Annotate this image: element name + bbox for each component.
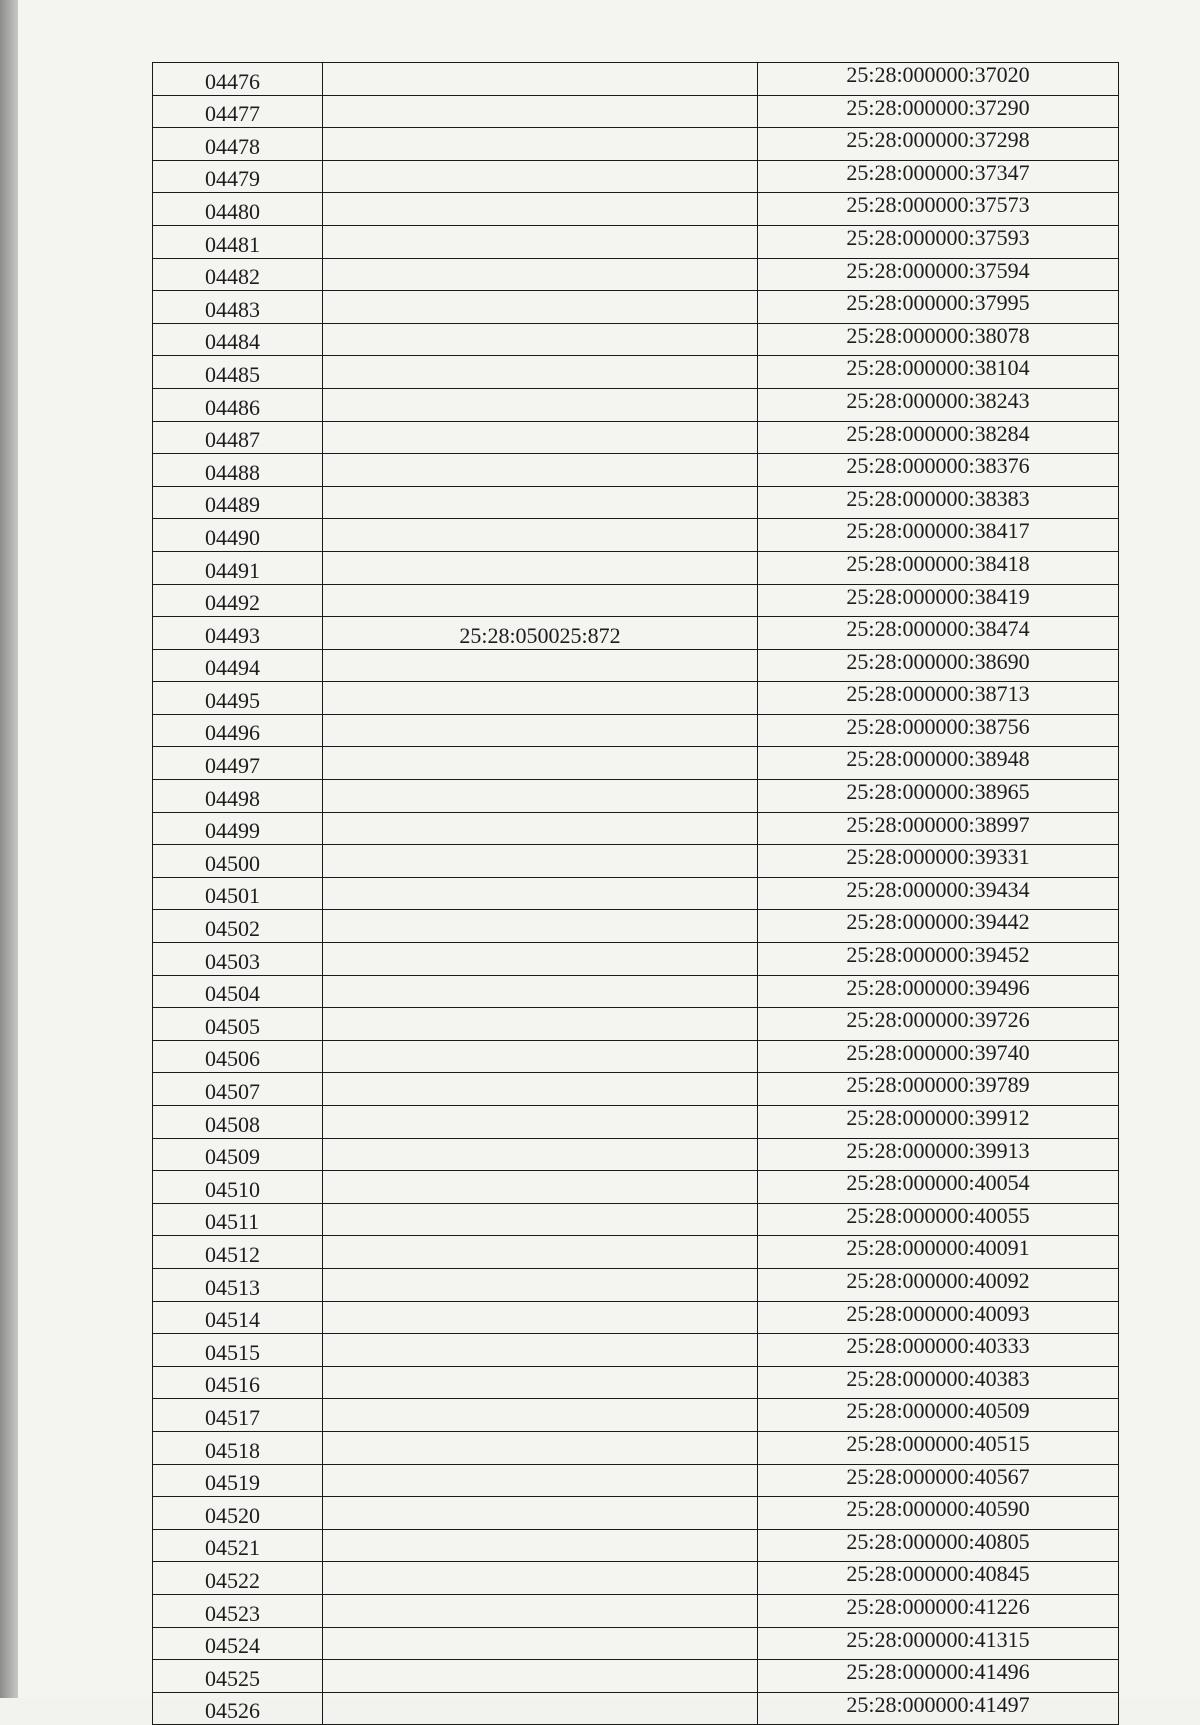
parent-cadastral-cell xyxy=(323,845,758,878)
table-row xyxy=(153,975,1119,1008)
cadastral-number-cell: 25:28:000000:38284 xyxy=(758,421,1119,454)
cadastral-number-cell: 25:28:000000:37290 xyxy=(758,95,1119,128)
parent-cadastral-cell xyxy=(323,1529,758,1562)
row-number-cell: 04477 xyxy=(153,95,323,128)
parent-cadastral-cell xyxy=(323,584,758,617)
row-number-cell: 04476 xyxy=(153,63,323,96)
row-number-cell: 04480 xyxy=(153,193,323,226)
cadastral-number-cell: 25:28:000000:40093 xyxy=(758,1301,1119,1334)
table-row xyxy=(153,1660,1119,1693)
parent-cadastral-cell xyxy=(323,323,758,356)
parent-cadastral-cell xyxy=(323,1334,758,1367)
row-number-cell: 04491 xyxy=(153,551,323,584)
table-row xyxy=(153,1171,1119,1204)
parent-cadastral-cell xyxy=(323,1627,758,1660)
table-row xyxy=(153,225,1119,258)
table-row xyxy=(153,780,1119,813)
scan-left-edge xyxy=(0,0,18,1698)
table-row xyxy=(153,291,1119,324)
cadastral-number-cell: 25:28:000000:40092 xyxy=(758,1268,1119,1301)
cadastral-number-cell: 25:28:000000:38104 xyxy=(758,356,1119,389)
parent-cadastral-cell xyxy=(323,747,758,780)
cadastral-number-cell: 25:28:000000:38756 xyxy=(758,714,1119,747)
row-number-cell: 04496 xyxy=(153,714,323,747)
table-row xyxy=(153,128,1119,161)
parent-cadastral-cell xyxy=(323,812,758,845)
cadastral-number-cell: 25:28:000000:41497 xyxy=(758,1692,1119,1725)
cadastral-number-cell: 25:28:000000:38997 xyxy=(758,812,1119,845)
row-number-cell: 04522 xyxy=(153,1562,323,1595)
cadastral-number-cell: 25:28:000000:39913 xyxy=(758,1138,1119,1171)
cadastral-number-cell: 25:28:000000:38078 xyxy=(758,323,1119,356)
cadastral-number-cell: 25:28:000000:39452 xyxy=(758,943,1119,976)
table-row xyxy=(153,845,1119,878)
table-row xyxy=(153,714,1119,747)
row-number-cell: 04502 xyxy=(153,910,323,943)
cadastral-number-cell: 25:28:000000:40515 xyxy=(758,1431,1119,1464)
parent-cadastral-cell xyxy=(323,1562,758,1595)
cadastral-number-cell: 25:28:000000:37593 xyxy=(758,225,1119,258)
parent-cadastral-cell xyxy=(323,225,758,258)
parent-cadastral-cell xyxy=(323,1268,758,1301)
parent-cadastral-cell xyxy=(323,1497,758,1530)
cadastral-number-cell: 25:28:000000:41496 xyxy=(758,1660,1119,1693)
row-number-cell: 04482 xyxy=(153,258,323,291)
parent-cadastral-cell xyxy=(323,877,758,910)
row-number-cell: 04489 xyxy=(153,486,323,519)
parent-cadastral-cell xyxy=(323,975,758,1008)
cadastral-number-cell: 25:28:000000:39789 xyxy=(758,1073,1119,1106)
table-row xyxy=(153,323,1119,356)
cadastral-number-cell: 25:28:000000:37573 xyxy=(758,193,1119,226)
cadastral-number-cell: 25:28:000000:38965 xyxy=(758,780,1119,813)
parent-cadastral-cell: 25:28:050025:872 xyxy=(323,617,758,650)
table-row xyxy=(153,454,1119,487)
table-row xyxy=(153,1464,1119,1497)
cadastral-number-cell: 25:28:000000:40383 xyxy=(758,1366,1119,1399)
table-row xyxy=(153,388,1119,421)
table-row xyxy=(153,649,1119,682)
parent-cadastral-cell xyxy=(323,1301,758,1334)
parent-cadastral-cell xyxy=(323,1008,758,1041)
cadastral-number-cell: 25:28:000000:37020 xyxy=(758,63,1119,96)
cadastral-number-cell: 25:28:000000:41226 xyxy=(758,1594,1119,1627)
parent-cadastral-cell xyxy=(323,454,758,487)
cadastral-number-cell: 25:28:000000:39331 xyxy=(758,845,1119,878)
cadastral-number-cell: 25:28:000000:39434 xyxy=(758,877,1119,910)
table-row xyxy=(153,258,1119,291)
cadastral-number-cell: 25:28:000000:40055 xyxy=(758,1203,1119,1236)
row-number-cell: 04494 xyxy=(153,649,323,682)
table-row xyxy=(153,1562,1119,1595)
row-number-cell: 04481 xyxy=(153,225,323,258)
table-row xyxy=(153,1203,1119,1236)
cadastral-number-cell: 25:28:000000:41315 xyxy=(758,1627,1119,1660)
cadastral-number-cell: 25:28:000000:39442 xyxy=(758,910,1119,943)
table-row xyxy=(153,877,1119,910)
parent-cadastral-cell xyxy=(323,486,758,519)
table-row xyxy=(153,1106,1119,1139)
table-row xyxy=(153,486,1119,519)
row-number-cell: 04516 xyxy=(153,1366,323,1399)
cadastral-number-cell: 25:28:000000:38713 xyxy=(758,682,1119,715)
row-number-cell: 04524 xyxy=(153,1627,323,1660)
cadastral-number-cell: 25:28:000000:37594 xyxy=(758,258,1119,291)
table-row xyxy=(153,1594,1119,1627)
parent-cadastral-cell xyxy=(323,1366,758,1399)
parent-cadastral-cell xyxy=(323,551,758,584)
parent-cadastral-cell xyxy=(323,160,758,193)
cadastral-number-cell: 25:28:000000:38243 xyxy=(758,388,1119,421)
row-number-cell: 04508 xyxy=(153,1106,323,1139)
row-number-cell: 04514 xyxy=(153,1301,323,1334)
parent-cadastral-cell xyxy=(323,1040,758,1073)
parent-cadastral-cell xyxy=(323,128,758,161)
parent-cadastral-cell xyxy=(323,910,758,943)
row-number-cell: 04500 xyxy=(153,845,323,878)
table-row xyxy=(153,1529,1119,1562)
parent-cadastral-cell xyxy=(323,1138,758,1171)
table-row xyxy=(153,95,1119,128)
row-number-cell: 04523 xyxy=(153,1594,323,1627)
parent-cadastral-cell xyxy=(323,1660,758,1693)
row-number-cell: 04513 xyxy=(153,1268,323,1301)
row-number-cell: 04498 xyxy=(153,780,323,813)
table-row xyxy=(153,1008,1119,1041)
table-row xyxy=(153,63,1119,96)
cadastral-number-cell: 25:28:000000:38690 xyxy=(758,649,1119,682)
table-row xyxy=(153,812,1119,845)
row-number-cell: 04495 xyxy=(153,682,323,715)
table-row xyxy=(153,1268,1119,1301)
parent-cadastral-cell xyxy=(323,1464,758,1497)
table-row xyxy=(153,1627,1119,1660)
table-row xyxy=(153,1138,1119,1171)
table-row xyxy=(153,1366,1119,1399)
parent-cadastral-cell xyxy=(323,258,758,291)
row-number-cell: 04478 xyxy=(153,128,323,161)
row-number-cell: 04509 xyxy=(153,1138,323,1171)
parent-cadastral-cell xyxy=(323,780,758,813)
parent-cadastral-cell xyxy=(323,421,758,454)
cadastral-number-cell: 25:28:000000:39726 xyxy=(758,1008,1119,1041)
cadastral-number-cell: 25:28:000000:37995 xyxy=(758,291,1119,324)
row-number-cell: 04479 xyxy=(153,160,323,193)
parent-cadastral-cell xyxy=(323,193,758,226)
row-number-cell: 04493 xyxy=(153,617,323,650)
row-number-cell: 04484 xyxy=(153,323,323,356)
row-number-cell: 04503 xyxy=(153,943,323,976)
row-number-cell: 04485 xyxy=(153,356,323,389)
table-row xyxy=(153,551,1119,584)
parent-cadastral-cell xyxy=(323,356,758,389)
parent-cadastral-cell xyxy=(323,1171,758,1204)
row-number-cell: 04501 xyxy=(153,877,323,910)
row-number-cell: 04487 xyxy=(153,421,323,454)
cadastral-number-cell: 25:28:000000:37298 xyxy=(758,128,1119,161)
row-number-cell: 04525 xyxy=(153,1660,323,1693)
row-number-cell: 04507 xyxy=(153,1073,323,1106)
row-number-cell: 04499 xyxy=(153,812,323,845)
cadastral-number-cell: 25:28:000000:40091 xyxy=(758,1236,1119,1269)
table-row xyxy=(153,1692,1119,1725)
parent-cadastral-cell xyxy=(323,1431,758,1464)
table-row xyxy=(153,1073,1119,1106)
row-number-cell: 04505 xyxy=(153,1008,323,1041)
table-row xyxy=(153,1431,1119,1464)
row-number-cell: 04511 xyxy=(153,1203,323,1236)
cadastral-number-cell: 25:28:000000:40333 xyxy=(758,1334,1119,1367)
table-row xyxy=(153,193,1119,226)
table-row xyxy=(153,1040,1119,1073)
parent-cadastral-cell xyxy=(323,63,758,96)
cadastral-number-cell: 25:28:000000:40567 xyxy=(758,1464,1119,1497)
row-number-cell: 04504 xyxy=(153,975,323,1008)
parent-cadastral-cell xyxy=(323,1203,758,1236)
cadastral-number-cell: 25:28:000000:38948 xyxy=(758,747,1119,780)
cadastral-number-cell: 25:28:000000:38418 xyxy=(758,551,1119,584)
row-number-cell: 04486 xyxy=(153,388,323,421)
row-number-cell: 04510 xyxy=(153,1171,323,1204)
cadastral-number-cell: 25:28:000000:39740 xyxy=(758,1040,1119,1073)
table-row xyxy=(153,1334,1119,1367)
table-row xyxy=(153,682,1119,715)
table-row xyxy=(153,160,1119,193)
row-number-cell: 04526 xyxy=(153,1692,323,1725)
table-row xyxy=(153,1236,1119,1269)
table-row xyxy=(153,617,1119,650)
row-number-cell: 04520 xyxy=(153,1497,323,1530)
parent-cadastral-cell xyxy=(323,943,758,976)
cadastral-number-cell: 25:28:000000:40845 xyxy=(758,1562,1119,1595)
table-row xyxy=(153,1301,1119,1334)
table-row xyxy=(153,584,1119,617)
table-row xyxy=(153,943,1119,976)
parent-cadastral-cell xyxy=(323,1236,758,1269)
row-number-cell: 04518 xyxy=(153,1431,323,1464)
row-number-cell: 04488 xyxy=(153,454,323,487)
parent-cadastral-cell xyxy=(323,1692,758,1725)
cadastral-number-cell: 25:28:000000:39496 xyxy=(758,975,1119,1008)
cadastral-number-cell: 25:28:000000:38417 xyxy=(758,519,1119,552)
parent-cadastral-cell xyxy=(323,388,758,421)
parent-cadastral-cell xyxy=(323,291,758,324)
cadastral-number-cell: 25:28:000000:38376 xyxy=(758,454,1119,487)
cadastral-number-cell: 25:28:000000:39912 xyxy=(758,1106,1119,1139)
row-number-cell: 04517 xyxy=(153,1399,323,1432)
parent-cadastral-cell xyxy=(323,1073,758,1106)
cadastral-table xyxy=(152,62,1119,1725)
parent-cadastral-cell xyxy=(323,682,758,715)
parent-cadastral-cell xyxy=(323,95,758,128)
cadastral-table-body xyxy=(153,63,1119,1725)
cadastral-number-cell: 25:28:000000:40509 xyxy=(758,1399,1119,1432)
parent-cadastral-cell xyxy=(323,1594,758,1627)
parent-cadastral-cell xyxy=(323,519,758,552)
row-number-cell: 04490 xyxy=(153,519,323,552)
cadastral-number-cell: 25:28:000000:38383 xyxy=(758,486,1119,519)
table-row xyxy=(153,421,1119,454)
table-row xyxy=(153,747,1119,780)
cadastral-number-cell: 25:28:000000:38419 xyxy=(758,584,1119,617)
cadastral-number-cell: 25:28:000000:40805 xyxy=(758,1529,1119,1562)
row-number-cell: 04483 xyxy=(153,291,323,324)
table-row xyxy=(153,519,1119,552)
parent-cadastral-cell xyxy=(323,714,758,747)
row-number-cell: 04506 xyxy=(153,1040,323,1073)
table-row xyxy=(153,356,1119,389)
cadastral-number-cell: 25:28:000000:40590 xyxy=(758,1497,1119,1530)
cadastral-number-cell: 25:28:000000:40054 xyxy=(758,1171,1119,1204)
parent-cadastral-cell xyxy=(323,1399,758,1432)
table-row xyxy=(153,910,1119,943)
row-number-cell: 04519 xyxy=(153,1464,323,1497)
parent-cadastral-cell xyxy=(323,649,758,682)
row-number-cell: 04512 xyxy=(153,1236,323,1269)
cadastral-number-cell: 25:28:000000:38474 xyxy=(758,617,1119,650)
parent-cadastral-cell xyxy=(323,1106,758,1139)
row-number-cell: 04497 xyxy=(153,747,323,780)
row-number-cell: 04521 xyxy=(153,1529,323,1562)
table-row xyxy=(153,1497,1119,1530)
cadastral-number-cell: 25:28:000000:37347 xyxy=(758,160,1119,193)
row-number-cell: 04515 xyxy=(153,1334,323,1367)
table-row xyxy=(153,1399,1119,1432)
row-number-cell: 04492 xyxy=(153,584,323,617)
